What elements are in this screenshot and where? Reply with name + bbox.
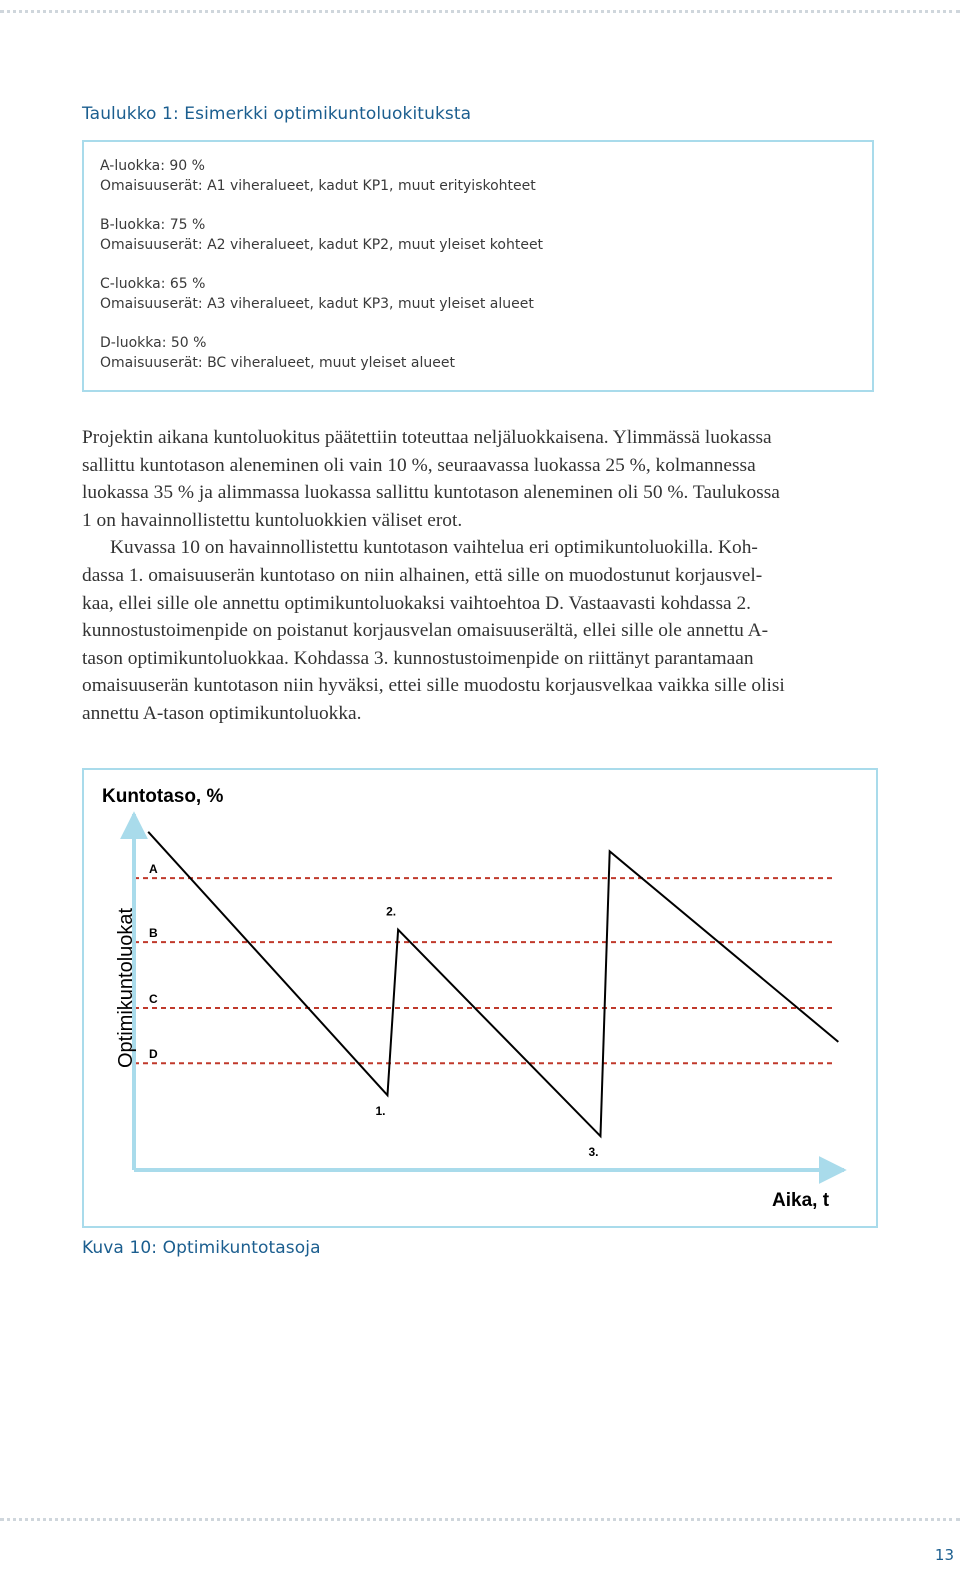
text-line: 1 on havainnollistettu kuntoluokkien väliset erot. [82,509,463,531]
class-group-c [100,274,856,314]
y-axis-title: Kuntotaso, % [102,786,224,807]
table-caption: Taulukko 1: Esimerkki optimikuntoluokituksta [82,104,472,124]
paragraph-1 [82,424,882,534]
condition-level-diagram [84,770,876,1226]
class-lines-layer [134,862,836,1063]
figure-frame [82,768,878,1228]
point-label: 3. [588,1145,599,1160]
class-title: D-luokka: 50 % [100,335,207,351]
text-line: Kuvassa 10 on havainnollistettu kuntotason vaihtelua eri optimikuntoluokilla. Koh- [110,537,758,559]
class-label-d: D [149,1047,158,1062]
point-label: 2. [386,904,397,919]
text-line: sallittu kuntotason aleneminen oli vain 10 %, seuraavassa luokassa 25 %, kolmannessa [82,454,756,476]
class-title: C-luokka: 65 % [100,276,206,292]
class-title: B-luokka: 75 % [100,217,206,233]
top-dotted-rule [0,10,960,13]
class-assets: Omaisuuserät: A3 viheralueet, kadut KP3, muut yleiset alueet [100,296,534,312]
class-group-a [100,156,856,196]
text-line: dassa 1. omaisuuserän kuntotaso on niin alhainen, että sille on muodostunut korjausvel- [82,564,763,586]
class-label-a: A [149,862,158,877]
text-line: kunnostustoimenpide on poistanut korjausvelan omaisuuserältä, ellei sille ole annettu A- [82,620,769,642]
classification-box [82,140,874,392]
class-label-c: C [149,992,158,1007]
class-group-d [100,333,856,373]
class-group-b [100,215,856,255]
text-line: Projektin aikana kuntoluokitus päätettiin toteuttaa neljäluokkaisena. Ylimmässä luokassa [82,427,772,448]
class-assets: Omaisuuserät: A2 viheralueet, kadut KP2, muut yleiset kohteet [100,237,544,253]
class-assets: Omaisuuserät: BC viheralueet, muut yleiset alueet [100,355,455,371]
class-title: A-luokka: 90 % [100,158,205,174]
bottom-dotted-rule [0,1518,960,1521]
point-label: 1. [375,1104,386,1119]
figure-caption: Kuva 10: Optimikuntotasoja [82,1238,321,1258]
x-axis-label: Aika, t [772,1190,830,1211]
paragraph-2 [82,534,882,727]
y-rotated-label: Optimikuntoluokat [115,907,137,1068]
text-line: luokassa 35 % ja alimmassa luokassa sallittu kuntotason aleneminen oli 50 %. Taulukossa [82,482,780,504]
body-text [82,424,882,728]
text-line: kaa, ellei sille ole annettu optimikuntoluokaksi vaihtoehtoa D. Vastaavasti kohdassa 2. [82,592,752,614]
text-line: annettu A-tason optimikuntoluokka. [82,702,362,724]
text-line: omaisuuserän kuntotason niin hyväksi, ettei sille muodostu korjausvelkaa vaikka sille olisi [82,675,785,697]
class-label-b: B [149,926,158,941]
class-assets: Omaisuuserät: A1 viheralueet, kadut KP1, muut erityiskohteet [100,178,536,194]
page-number: 13 [934,1546,954,1564]
text-line: tason optimikuntoluokkaa. Kohdassa 3. kunnostustoimenpide on riittänyt parantamaan [82,647,754,669]
